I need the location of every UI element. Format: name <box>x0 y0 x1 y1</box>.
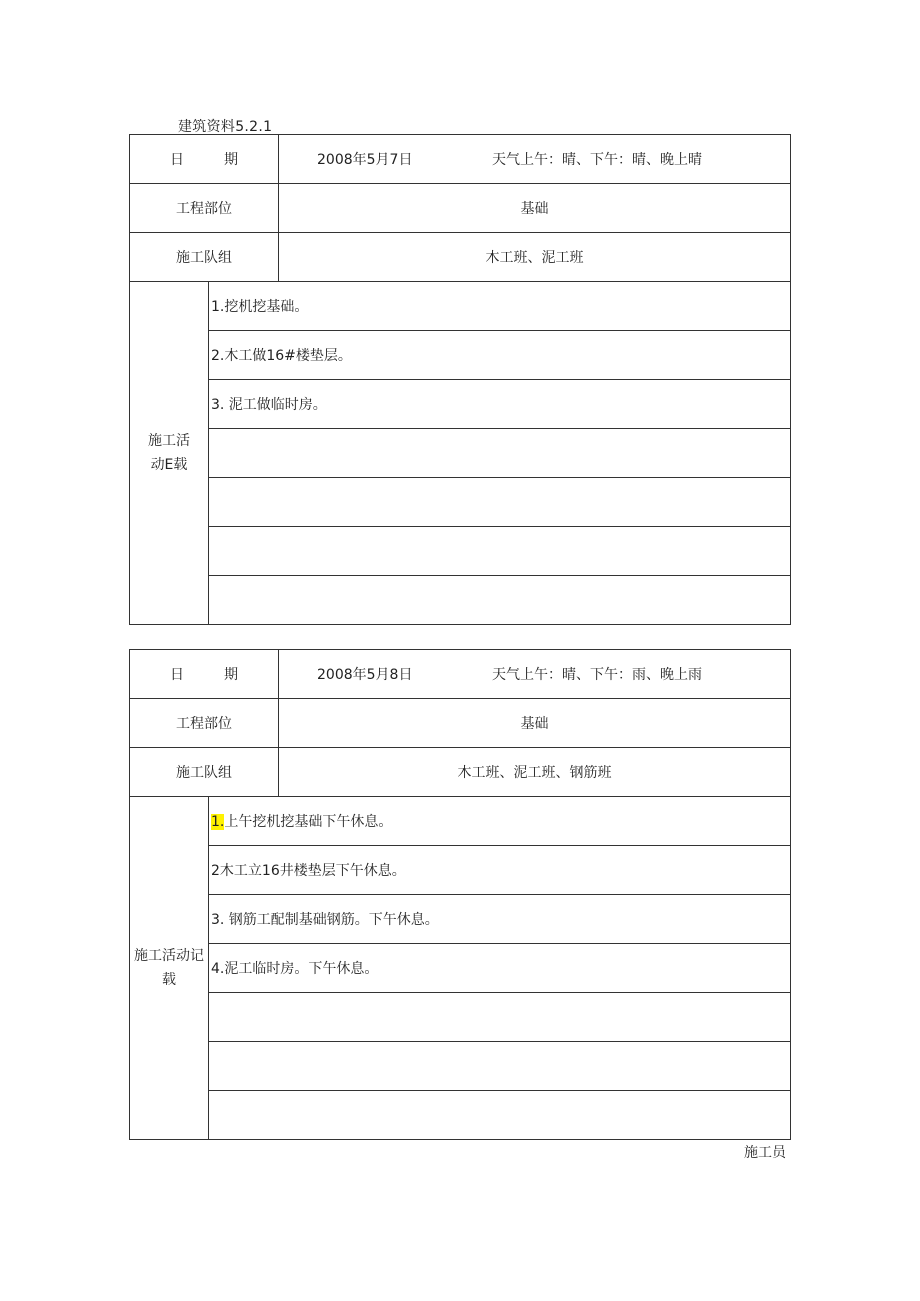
construction-log-table-2 <box>129 649 791 1140</box>
activity-row <box>130 576 791 625</box>
weather-value: 天气上午：晴、下午：晴、晚上晴 <box>492 152 702 168</box>
activity-item <box>209 478 791 527</box>
document-title: 建筑资料5.2.1 <box>178 119 273 135</box>
part-row <box>130 184 791 233</box>
date-weather-cell <box>279 650 791 699</box>
activity-row <box>130 429 791 478</box>
activity-item <box>209 527 791 576</box>
activity-item: 1.上午挖机挖基础下午休息。 <box>209 797 791 846</box>
part-value: 基础 <box>279 699 791 748</box>
activity-row <box>130 797 791 846</box>
activity-row <box>130 895 791 944</box>
activity-row <box>130 1042 791 1091</box>
activity-record-label: 施工活 动E载 <box>130 282 209 625</box>
weather-value: 天气上午：晴、下午：雨、晚上雨 <box>492 667 702 683</box>
activity-item: 1.挖机挖基础。 <box>209 282 791 331</box>
activity-row <box>130 993 791 1042</box>
construction-log-table-1 <box>129 134 791 625</box>
signer-label: 施工员 <box>744 1145 786 1161</box>
activity-item: 3. 钢筋工配制基础钢筋。下午休息。 <box>209 895 791 944</box>
activity-item: 2木工立16井楼垫层下午休息。 <box>209 846 791 895</box>
activity-row <box>130 1091 791 1140</box>
date-row <box>130 650 791 699</box>
activity-item: 2.木工做16#楼垫层。 <box>209 331 791 380</box>
part-label: 工程部位 <box>130 699 279 748</box>
activity-row <box>130 282 791 331</box>
activity-row <box>130 380 791 429</box>
activity-row <box>130 527 791 576</box>
team-label: 施工队组 <box>130 233 279 282</box>
activity-item <box>209 429 791 478</box>
activity-item: 4.泥工临时房。下午休息。 <box>209 944 791 993</box>
date-label: 日 期 <box>130 650 279 699</box>
activity-row <box>130 478 791 527</box>
date-row <box>130 135 791 184</box>
activity-row <box>130 331 791 380</box>
activity-item: 3. 泥工做临时房。 <box>209 380 791 429</box>
team-value: 木工班、泥工班、钢筋班 <box>279 748 791 797</box>
activity-item <box>209 1042 791 1091</box>
activity-item <box>209 993 791 1042</box>
part-value: 基础 <box>279 184 791 233</box>
team-row <box>130 748 791 797</box>
date-value: 2008年5月7日 <box>317 152 413 168</box>
activity-row <box>130 846 791 895</box>
team-row <box>130 233 791 282</box>
activity-row <box>130 944 791 993</box>
date-value: 2008年5月8日 <box>317 667 413 683</box>
activity-record-label: 施工活动记 载 <box>130 797 209 1140</box>
activity-item <box>209 576 791 625</box>
part-row <box>130 699 791 748</box>
highlighted-number: 1. <box>211 814 225 830</box>
date-weather-cell <box>279 135 791 184</box>
team-label: 施工队组 <box>130 748 279 797</box>
part-label: 工程部位 <box>130 184 279 233</box>
activity-item <box>209 1091 791 1140</box>
date-label: 日 期 <box>130 135 279 184</box>
team-value: 木工班、泥工班 <box>279 233 791 282</box>
